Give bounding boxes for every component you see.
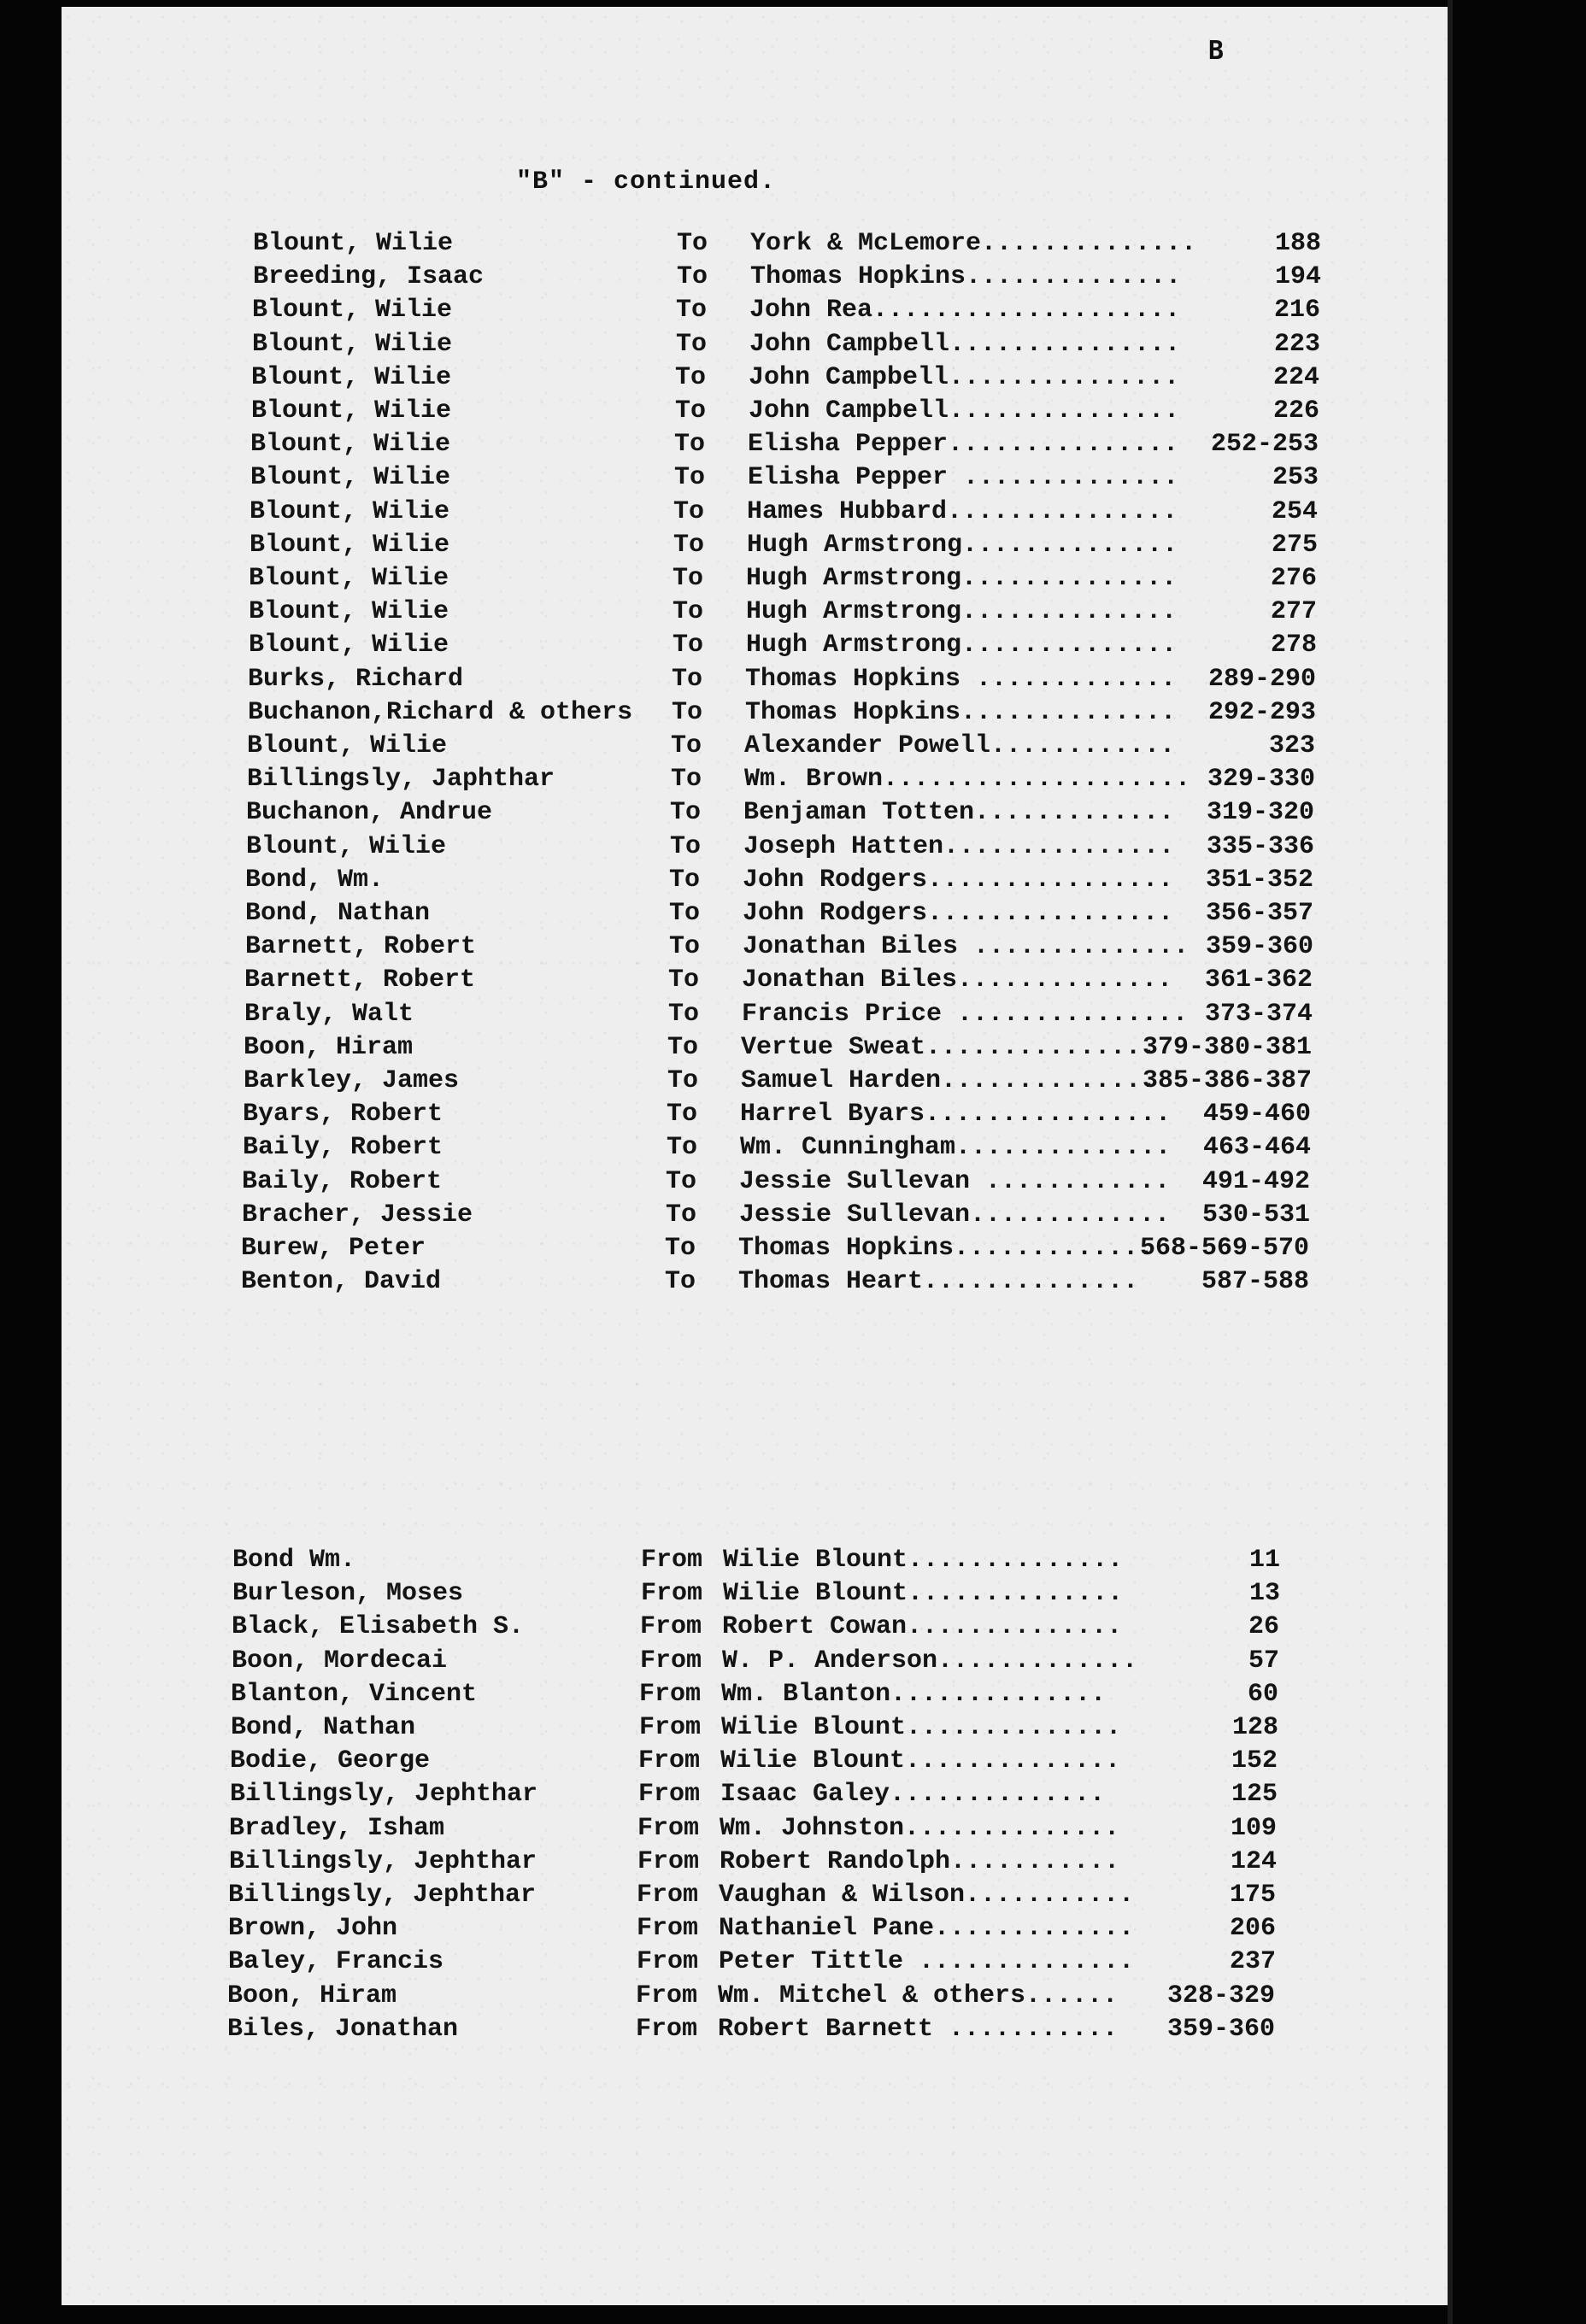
entry-page-number: 13 xyxy=(1248,1579,1280,1609)
entry-name: Bodie, George xyxy=(230,1746,431,1776)
index-row xyxy=(0,1098,1586,1130)
entry-party: Nathaniel Pane............. xyxy=(719,1914,1135,1944)
entry-name: Blount, Wilie xyxy=(249,597,449,627)
entry-page-number: 11 xyxy=(1248,1546,1280,1575)
entry-page-number: 359-360 xyxy=(1166,2014,1275,2044)
entry-page-number: 252-253 xyxy=(1210,430,1319,460)
entry-direction: To xyxy=(667,1066,699,1095)
entry-name: Bond, Nathan xyxy=(245,899,431,928)
entry-direction: To xyxy=(667,1100,698,1130)
entry-name: Blount, Wilie xyxy=(246,831,447,861)
entry-name: Barkley, James xyxy=(244,1066,460,1095)
entry-direction: To xyxy=(666,1200,697,1229)
entry-page-number: 194 xyxy=(1274,262,1321,292)
entry-name: Biles, Jonathan xyxy=(227,2014,459,2044)
entry-page-number: 223 xyxy=(1273,329,1320,359)
index-row xyxy=(0,1232,1586,1265)
entry-page-number: 328-329 xyxy=(1166,1981,1275,2010)
entry-page-number: 125 xyxy=(1231,1780,1278,1810)
entry-party: W. P. Anderson............. xyxy=(722,1646,1138,1676)
entry-party: Jonathan Biles.............. xyxy=(742,965,1173,995)
entry-party: Robert Cowan.............. xyxy=(722,1612,1123,1642)
index-row xyxy=(0,261,1586,293)
index-row xyxy=(0,1577,1586,1610)
entry-direction: From xyxy=(637,1914,699,1944)
entry-page-number: 253 xyxy=(1272,463,1319,493)
entry-party: Jessie Sullevan............. xyxy=(739,1200,1171,1229)
entry-party: Wm. Mitchel & others...... xyxy=(718,1981,1119,2010)
entry-name: Boon, Hiram xyxy=(227,1981,397,2010)
index-row xyxy=(0,227,1586,260)
entry-page-number: 216 xyxy=(1273,296,1320,326)
entry-direction: From xyxy=(636,2014,698,2044)
index-row xyxy=(0,596,1586,628)
index-row xyxy=(0,864,1586,896)
entry-name: Billingsly, Japhthar xyxy=(247,765,555,795)
index-row xyxy=(0,1879,1586,1911)
entry-name: Buchanon, Andrue xyxy=(246,798,493,828)
index-row xyxy=(0,1065,1586,1097)
entry-name: Braly, Walt xyxy=(244,999,414,1029)
entry-party: Wilie Blount.............. xyxy=(723,1579,1124,1609)
entry-name: Blount, Wilie xyxy=(251,396,452,425)
entry-party: Peter Tittle .............. xyxy=(719,1947,1135,1977)
entry-name: Burks, Richard xyxy=(248,664,464,694)
entry-direction: To xyxy=(675,396,707,425)
entry-direction: From xyxy=(641,1579,703,1609)
entry-direction: From xyxy=(636,1981,698,2010)
index-row xyxy=(0,696,1586,729)
index-row xyxy=(0,1711,1586,1744)
entry-name: Brown, John xyxy=(228,1914,398,1944)
entry-party: Hugh Armstrong.............. xyxy=(747,530,1178,560)
entry-name: Blount, Wilie xyxy=(252,329,453,359)
index-row xyxy=(0,1945,1586,1978)
entry-page-number: 128 xyxy=(1231,1713,1278,1742)
entry-name: Bracher, Jessie xyxy=(242,1200,473,1229)
entry-name: Barnett, Robert xyxy=(244,965,476,995)
entry-page-number: 329-330 xyxy=(1207,765,1315,795)
index-row xyxy=(0,361,1586,394)
entry-direction: From xyxy=(637,1947,699,1977)
entry-party: Thomas Hopkins.............. xyxy=(745,697,1177,727)
entry-direction: To xyxy=(669,932,701,962)
index-row xyxy=(0,1199,1586,1231)
index-row xyxy=(0,395,1586,427)
entry-name: Blount, Wilie xyxy=(250,530,450,560)
entry-party: John Campbell............... xyxy=(749,396,1180,425)
entry-page-number: 224 xyxy=(1272,362,1319,392)
entry-direction: From xyxy=(641,1546,703,1575)
entry-party: Francis Price ............... xyxy=(742,999,1189,1029)
entry-party: Thomas Heart.............. xyxy=(738,1267,1139,1297)
entry-page-number: 57 xyxy=(1248,1646,1279,1676)
index-row xyxy=(0,629,1586,661)
entry-page-number: 278 xyxy=(1270,631,1317,660)
entry-name: Bond Wm. xyxy=(232,1546,356,1575)
index-row xyxy=(0,461,1586,494)
entry-name: Blount, Wilie xyxy=(251,362,452,392)
entry-page-number: 359-360 xyxy=(1205,932,1313,962)
entry-name: Blount, Wilie xyxy=(249,631,449,660)
entry-direction: From xyxy=(638,1780,701,1810)
entry-direction: To xyxy=(672,697,703,727)
entry-direction: To xyxy=(673,496,705,526)
section-heading: "B" - continued. xyxy=(516,167,777,197)
entry-party: John Campbell............... xyxy=(749,329,1181,359)
entry-direction: From xyxy=(637,1881,699,1910)
entry-page-number: 237 xyxy=(1229,1947,1276,1977)
index-row xyxy=(0,730,1586,762)
entry-party: Hugh Armstrong.............. xyxy=(746,597,1178,627)
index-row xyxy=(0,1812,1586,1845)
entry-direction: To xyxy=(670,831,702,861)
entry-direction: To xyxy=(674,463,706,493)
entry-page-number: 175 xyxy=(1229,1881,1276,1910)
entry-name: Blount, Wilie xyxy=(249,564,449,593)
entry-page-number: 109 xyxy=(1230,1813,1277,1843)
entry-party: Joseph Hatten............... xyxy=(743,831,1175,861)
entry-direction: To xyxy=(675,362,707,392)
entry-direction: To xyxy=(676,296,708,326)
entry-name: Black, Elisabeth S. xyxy=(232,1612,525,1642)
index-row xyxy=(0,964,1586,996)
entry-page-number: 319-320 xyxy=(1206,798,1314,828)
entry-party: Vertue Sweat............... xyxy=(741,1032,1157,1062)
index-row xyxy=(0,796,1586,829)
entry-party: Wm. Brown.................... xyxy=(744,765,1191,795)
entry-name: Blount, Wilie xyxy=(250,463,451,493)
entry-party: Robert Barnett ........... xyxy=(718,2014,1119,2044)
entry-name: Baily, Robert xyxy=(242,1166,443,1196)
entry-name: Burleson, Moses xyxy=(232,1579,464,1609)
entry-direction: To xyxy=(668,999,700,1029)
index-row xyxy=(0,897,1586,930)
entry-page-number: 351-352 xyxy=(1205,865,1313,895)
entry-page-number: 26 xyxy=(1248,1612,1279,1642)
entry-party: Alexander Powell............ xyxy=(744,731,1176,760)
entry-direction: To xyxy=(673,564,704,593)
index-row xyxy=(0,1611,1586,1643)
entry-page-number: 254 xyxy=(1271,496,1318,526)
entry-page-number: 276 xyxy=(1270,564,1317,593)
entry-name: Boon, Mordecai xyxy=(232,1646,448,1676)
entry-page-number: 226 xyxy=(1272,396,1319,425)
entry-page-number: 275 xyxy=(1271,530,1318,560)
entry-party: Thomas Hopkins ............. xyxy=(745,664,1177,694)
entry-page-number: 188 xyxy=(1274,229,1321,258)
entry-direction: To xyxy=(677,262,708,292)
index-row xyxy=(0,328,1586,361)
entry-party: John Rea.................... xyxy=(749,296,1181,326)
entry-direction: From xyxy=(640,1612,702,1642)
entry-page-number: 124 xyxy=(1230,1846,1277,1876)
entry-party: Isaac Galey.............. xyxy=(720,1780,1106,1810)
entry-page-number: 373-374 xyxy=(1204,999,1313,1029)
entry-party: Wm. Johnston.............. xyxy=(720,1813,1120,1843)
index-row xyxy=(0,1912,1586,1945)
index-row xyxy=(0,930,1586,963)
entry-page-number: 459-460 xyxy=(1202,1100,1311,1130)
entry-direction: From xyxy=(639,1713,702,1742)
entry-name: Benton, David xyxy=(241,1267,442,1297)
entry-direction: To xyxy=(666,1166,697,1196)
index-row xyxy=(0,1165,1586,1198)
entry-party: Robert Randolph........... xyxy=(720,1846,1120,1876)
entry-page-number: 463-464 xyxy=(1202,1133,1311,1163)
entry-party: Wilie Blount.............. xyxy=(720,1746,1121,1776)
entry-direction: To xyxy=(667,1133,698,1163)
entry-party: Wilie Blount.............. xyxy=(723,1546,1124,1575)
index-row xyxy=(0,663,1586,695)
index-row xyxy=(0,763,1586,795)
index-row xyxy=(0,1980,1586,2012)
entry-name: Barnett, Robert xyxy=(245,932,477,962)
entry-name: Boon, Hiram xyxy=(244,1032,414,1062)
entry-name: Blanton, Vincent xyxy=(231,1679,478,1709)
entry-direction: From xyxy=(638,1746,701,1776)
index-row xyxy=(0,1544,1586,1576)
entry-party: Hugh Armstrong.............. xyxy=(746,631,1178,660)
entry-page-number: 491-492 xyxy=(1201,1166,1310,1196)
entry-name: Blount, Wilie xyxy=(250,430,451,460)
entry-name: Bond, Wm. xyxy=(245,865,385,895)
index-row xyxy=(0,1031,1586,1064)
entry-name: Billingsly, Jephthar xyxy=(230,1780,538,1810)
index-row xyxy=(0,496,1586,528)
entry-page-number: 292-293 xyxy=(1207,697,1316,727)
entry-name: Baley, Francis xyxy=(228,1947,444,1977)
entry-party: Hugh Armstrong.............. xyxy=(746,564,1178,593)
index-row xyxy=(0,1745,1586,1777)
entry-party: John Rodgers................ xyxy=(743,865,1174,895)
entry-party: Thomas Hopkins............. xyxy=(738,1234,1154,1263)
index-row xyxy=(0,529,1586,561)
entry-page-number: 361-362 xyxy=(1204,965,1313,995)
entry-direction: To xyxy=(674,430,706,460)
entry-direction: To xyxy=(665,1267,696,1297)
entry-page-number: 587-588 xyxy=(1201,1267,1309,1297)
entry-party: Hames Hubbard............... xyxy=(747,496,1178,526)
index-row xyxy=(0,1265,1586,1298)
index-row xyxy=(0,998,1586,1030)
entry-direction: From xyxy=(637,1813,700,1843)
entry-direction: To xyxy=(665,1234,696,1263)
entry-page-number: 379-380-381 xyxy=(1142,1032,1312,1062)
entry-page-number: 335-336 xyxy=(1206,831,1314,861)
entry-page-number: 530-531 xyxy=(1201,1200,1310,1229)
entry-party: Wm. Blanton.............. xyxy=(721,1679,1107,1709)
entry-page-number: 206 xyxy=(1229,1914,1276,1944)
entry-direction: From xyxy=(637,1846,700,1876)
entry-page-number: 356-357 xyxy=(1205,899,1313,928)
index-row xyxy=(0,1846,1586,1878)
entry-party: Wilie Blount.............. xyxy=(721,1713,1122,1742)
entry-direction: To xyxy=(670,798,702,828)
entry-direction: To xyxy=(673,530,705,560)
entry-name: Burew, Peter xyxy=(241,1234,426,1263)
entry-direction: To xyxy=(671,765,702,795)
index-row xyxy=(0,1131,1586,1164)
entry-party: Thomas Hopkins.............. xyxy=(750,262,1182,292)
index-row xyxy=(0,1645,1586,1677)
entry-name: Billingsly, Jephthar xyxy=(228,1881,537,1910)
entry-name: Blount, Wilie xyxy=(252,296,453,326)
entry-direction: To xyxy=(668,965,700,995)
entry-page-number: 289-290 xyxy=(1207,664,1316,694)
index-row xyxy=(0,1678,1586,1711)
entry-page-number: 568-569-570 xyxy=(1139,1234,1309,1263)
entry-party: Harrel Byars................ xyxy=(740,1100,1172,1130)
entry-direction: From xyxy=(640,1646,702,1676)
entry-direction: To xyxy=(669,899,701,928)
entry-name: Blount, Wilie xyxy=(247,731,448,760)
entry-name: Bradley, Isham xyxy=(229,1813,445,1843)
index-row xyxy=(0,428,1586,461)
entry-direction: To xyxy=(671,731,702,760)
entry-page-number: 60 xyxy=(1247,1679,1278,1709)
entry-direction: To xyxy=(669,865,701,895)
entry-page-number: 323 xyxy=(1268,731,1315,760)
page-letter: B xyxy=(1208,36,1225,66)
entry-page-number: 152 xyxy=(1231,1746,1278,1776)
entry-name: Baily, Robert xyxy=(243,1133,443,1163)
entry-party: Elisha Pepper .............. xyxy=(748,463,1179,493)
entry-name: Breeding, Isaac xyxy=(253,262,485,292)
entry-party: Wm. Cunningham.............. xyxy=(740,1133,1172,1163)
entry-page-number: 385-386-387 xyxy=(1142,1066,1312,1095)
entry-party: John Campbell............... xyxy=(749,362,1180,392)
entry-name: Bond, Nathan xyxy=(231,1713,416,1742)
entry-party: Benjaman Totten............. xyxy=(743,798,1175,828)
entry-direction: To xyxy=(672,664,703,694)
index-row xyxy=(0,830,1586,863)
entry-name: Billingsly, Jephthar xyxy=(229,1846,537,1876)
entry-direction: To xyxy=(676,329,708,359)
entry-direction: To xyxy=(673,597,704,627)
entry-party: Jonathan Biles .............. xyxy=(743,932,1190,962)
index-row xyxy=(0,2013,1586,2045)
entry-name: Blount, Wilie xyxy=(253,229,454,258)
entry-party: Samuel Harden.............. xyxy=(741,1066,1157,1095)
entry-party: Elisha Pepper............... xyxy=(748,430,1179,460)
entry-party: York & McLemore.............. xyxy=(750,229,1197,258)
entry-page-number: 277 xyxy=(1270,597,1317,627)
entry-name: Buchanon,Richard & others xyxy=(248,697,633,727)
entry-direction: To xyxy=(667,1032,699,1062)
index-row xyxy=(0,1778,1586,1810)
entry-direction: From xyxy=(639,1679,702,1709)
entry-direction: To xyxy=(677,229,708,258)
entry-party: Vaughan & Wilson........... xyxy=(719,1881,1135,1910)
index-row xyxy=(0,562,1586,595)
entry-name: Byars, Robert xyxy=(243,1100,443,1130)
entry-party: Jessie Sullevan ............ xyxy=(739,1166,1171,1196)
entry-direction: To xyxy=(673,631,704,660)
entry-party: John Rodgers................ xyxy=(743,899,1174,928)
entry-name: Blount, Wilie xyxy=(250,496,450,526)
index-row xyxy=(0,294,1586,326)
